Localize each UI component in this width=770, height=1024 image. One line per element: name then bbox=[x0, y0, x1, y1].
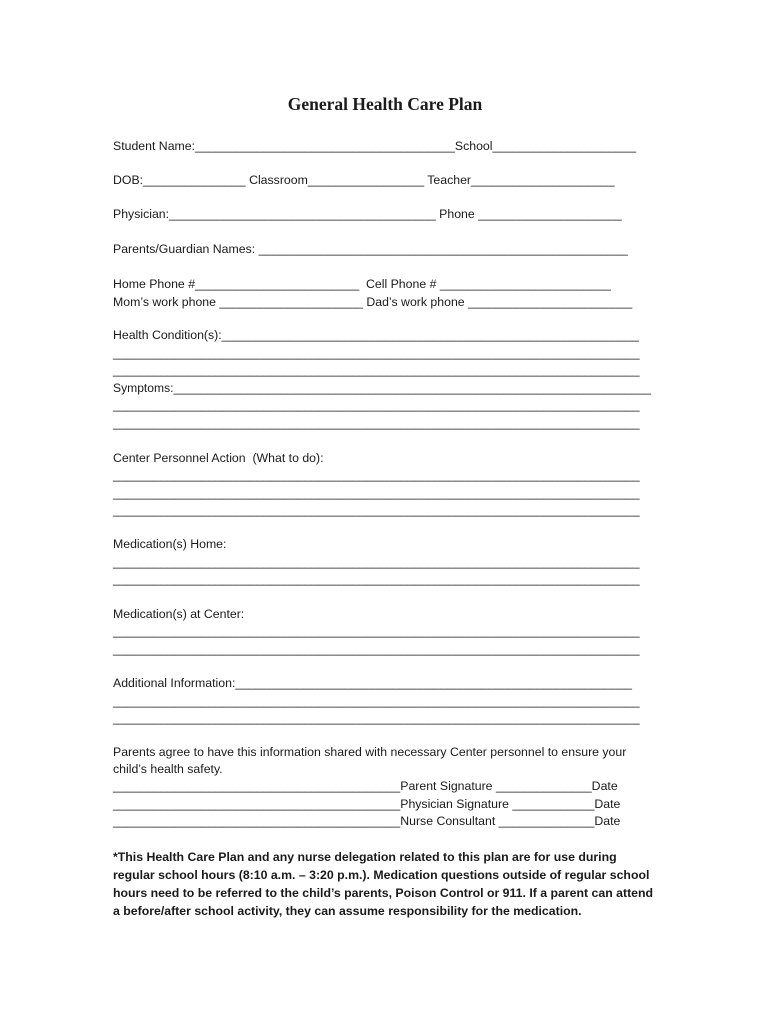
physician-phone-field[interactable]: Physician:_______________________________________ Phone _____________________ bbox=[113, 207, 622, 221]
symptoms-field[interactable]: Symptoms:_______________________________________________________________________ bbox=[113, 381, 652, 395]
consent-statement: Parents agree to have this information shared with necessary Center personnel to ensure your child’s health safety. bbox=[113, 745, 627, 776]
student-school-field[interactable]: Student Name:______________________________________School_____________________ bbox=[113, 139, 637, 153]
medication-home-label: Medication(s) Home: bbox=[113, 537, 227, 551]
medication-center-blank-line[interactable]: _____________________________________________________________________________ bbox=[113, 624, 640, 638]
health-condition-blank-line[interactable]: _____________________________________________________________________________ bbox=[113, 346, 640, 360]
health-condition-field[interactable]: Health Condition(s):_____________________________________________________________ bbox=[113, 328, 639, 342]
parent-signature-field[interactable]: __________________________________________Parent Signature ______________Date bbox=[113, 779, 618, 793]
work-phone-field[interactable]: Mom’s work phone _____________________ Dad’s work phone ________________________ bbox=[113, 295, 633, 309]
personnel-action-blank-line[interactable]: _____________________________________________________________________________ bbox=[113, 468, 640, 482]
home-cell-phone-field[interactable]: Home Phone #________________________ Cell Phone # _________________________ bbox=[113, 277, 611, 291]
dob-classroom-teacher-field[interactable]: DOB:_______________ Classroom_________________ Teacher_____________________ bbox=[113, 173, 615, 187]
physician-signature-field[interactable]: __________________________________________Physician Signature ____________Date bbox=[113, 797, 621, 811]
additional-info-blank-line[interactable]: _____________________________________________________________________________ bbox=[113, 711, 640, 725]
footnote: *This Health Care Plan and any nurse delegation related to this plan are for use during regular school hours (8:10 a.m. – 3:20 p.m.). Medication questions outside of regular school hours need to be referred to the child’s parents, Poison Control or 911. If a parent can attend a before/after school activity, they can assume responsibility for the medication. bbox=[113, 850, 654, 918]
personnel-action-blank-line[interactable]: _____________________________________________________________________________ bbox=[113, 503, 640, 517]
medication-home-blank-line[interactable]: _____________________________________________________________________________ bbox=[113, 572, 640, 586]
additional-info-blank-line[interactable]: _____________________________________________________________________________ bbox=[113, 694, 640, 708]
symptoms-blank-line[interactable]: _____________________________________________________________________________ bbox=[113, 416, 640, 430]
medication-center-label: Medication(s) at Center: bbox=[113, 607, 245, 621]
additional-info-field[interactable]: Additional Information:__________________________________________________________ bbox=[113, 676, 633, 690]
health-condition-blank-line[interactable]: _____________________________________________________________________________ bbox=[113, 363, 640, 377]
nurse-signature-field[interactable]: __________________________________________Nurse Consultant ______________Date bbox=[113, 814, 621, 828]
medication-center-blank-line[interactable]: _____________________________________________________________________________ bbox=[113, 642, 640, 656]
form-title: General Health Care Plan bbox=[287, 94, 483, 114]
personnel-action-blank-line[interactable]: _____________________________________________________________________________ bbox=[113, 486, 640, 500]
symptoms-blank-line[interactable]: _____________________________________________________________________________ bbox=[113, 398, 640, 412]
personnel-action-label: Center Personnel Action (What to do): bbox=[113, 451, 324, 465]
guardian-names-field[interactable]: Parents/Guardian Names: ______________________________________________________ bbox=[113, 242, 628, 256]
medication-home-blank-line[interactable]: _____________________________________________________________________________ bbox=[113, 555, 640, 569]
